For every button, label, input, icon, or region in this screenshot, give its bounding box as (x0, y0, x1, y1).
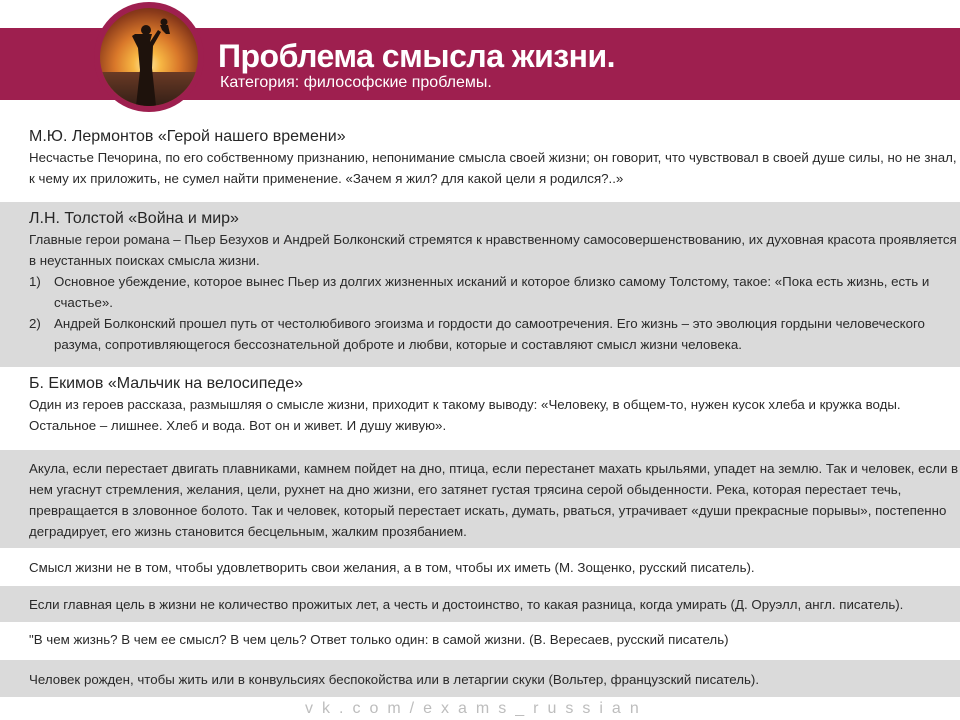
list-item-number: 1) (29, 274, 41, 289)
list-item-text: Андрей Болконский прошел путь от честолюбивого эгоизма и гордости до самоотречения. Его жизнь – это эволюция гордыни человеческого разума, сопротивляющегося бессознательной доброте и любви, которые и составляют смысл жизни человека. (54, 316, 925, 352)
voltaire-block (0, 660, 960, 697)
veresaev-block (0, 622, 960, 660)
tolstoy-title: Л.Н. Толстой «Война и мир» (29, 210, 239, 227)
zoshchenko-block (0, 548, 960, 586)
voltaire-text: Человек рожден, чтобы жить или в конвульсиях беспокойства или в летаргии скуки (Вольтер, французский писатель). (29, 672, 760, 687)
sunset-logo (100, 8, 198, 106)
zoshchenko-text: Смысл жизни не в том, чтобы удовлетворить свои желания, а в том, чтобы их иметь (М. Зощенко, русский писатель). (29, 560, 755, 575)
parent-child-silhouette-icon (100, 8, 198, 106)
lermontov-title: М.Ю. Лермонтов «Герой нашего времени» (29, 128, 346, 145)
lermontov-block (0, 120, 960, 202)
shark-block (0, 450, 960, 548)
tolstoy-block (0, 202, 960, 367)
tolstoy-text: Главные герои романа – Пьер Безухов и Андрей Болконский стремятся к нравственному самосовершенствованию, их духовная красота проявляется в неустанных поисках смысла жизни. (29, 232, 957, 268)
ekimov-block (0, 367, 960, 450)
page-title: Проблема смысла жизни. (218, 38, 616, 74)
list-item-number: 2) (29, 316, 41, 331)
lermontov-text: Несчастье Печорина, по его собственному признанию, непонимание смысла своей жизни; он говорит, что чувствовал в своей душе силы, но не знал, к чему их приложить, не сумел найти применение. «Зачем я жил? для какой цели я родился?..» (29, 150, 957, 186)
ekimov-title: Б. Екимов «Мальчик на велосипеде» (29, 375, 304, 392)
orwell-text: Если главная цель в жизни не количество прожитых лет, а честь и достоинство, то какая разница, когда умирать (Д. Оруэлл, англ. писатель). (29, 597, 904, 612)
veresaev-text: "В чем жизнь? В чем ее смысл? В чем цель? Ответ только один: в самой жизни. (В. Вересаев, русский писатель) (29, 632, 729, 647)
shark-text: Акула, если перестает двигать плавниками, камнем пойдет на дно, птица, если перестанет махать крыльями, упадет на землю. Так и человек, если в нем угаснут стремления, желания, цели, рухнет на дно жизни, его затянет густая трясина серой обыденности. Река, которая перестает течь, превращается в зловонное болото. Так и человек, который перестает искать, думать, рваться, утрачивает «души прекрасные порывы», постепенно деградирует, его жизнь становится бесцельным, жалким прозябанием. (29, 461, 959, 539)
list-item (29, 313, 960, 355)
ekimov-text: Один из героев рассказа, размышляя о смысле жизни, приходит к такому выводу: «Человеку, в общем-то, нужен кусок хлеба и кружка воды. Остальное – лишнее. Хлеб и вода. Вот он и живет. И душу живую». (29, 397, 901, 433)
footer-watermark: vk.com/exams_russian (305, 700, 648, 717)
list-item-text: Основное убеждение, которое вынес Пьер из долгих жизненных исканий и которое близко самому Толстому, такое: «Пока есть жизнь, есть и счастье». (54, 274, 930, 310)
list-item (29, 271, 960, 313)
page-subtitle: Категория: философские проблемы. (220, 74, 492, 91)
tolstoy-list (29, 271, 960, 355)
orwell-block (0, 586, 960, 622)
